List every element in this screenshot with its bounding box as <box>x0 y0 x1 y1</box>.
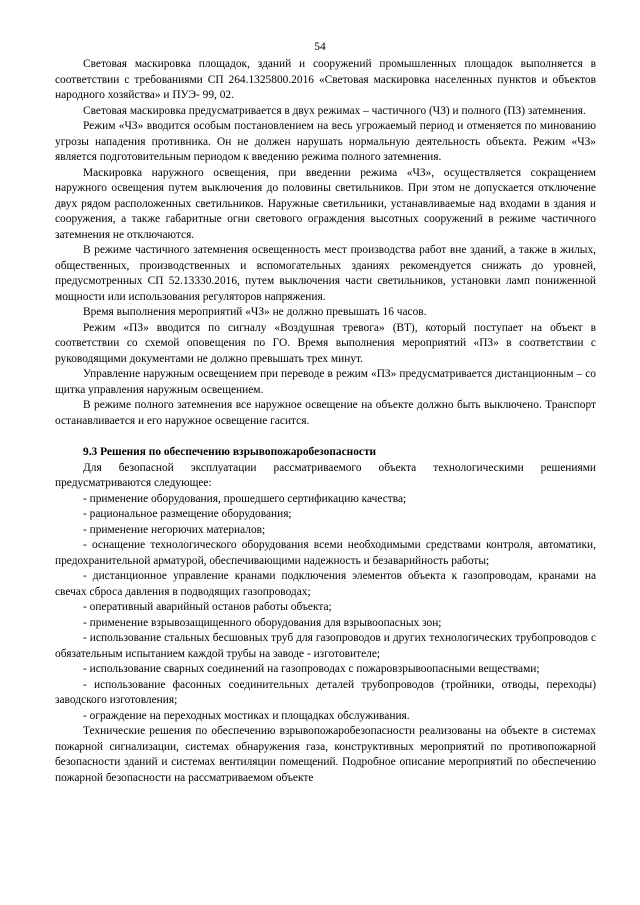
list-item: - рациональное размещение оборудования; <box>83 508 292 520</box>
list-item: - использование стальных бесшовных труб для газопроводов и других технологических трубопроводов с обязательным испытанием каждой трубы на заводе - изготовителе; <box>55 632 596 660</box>
paragraph: В режиме частичного затемнения освещенность мест производства работ вне зданий, а также в жилых, общественных, производственных и вспомогательных зданиях рекомендуется снижать до уровней, предусмотренных СП 52.13330.2016, путем выключения части светильников, установки ламп пониженной мощности или использования регуляторов напряжения. <box>55 244 596 303</box>
paragraph: Световая маскировка предусматривается в двух режимах – частичного (ЧЗ) и полного (ПЗ) затемнения. <box>83 104 586 117</box>
paragraph: Режим «ПЗ» вводится по сигналу «Воздушная тревога» (ВТ), который поступает на объект в соответствии со схемой оповещения по ГО. Время выполнения мероприятий «ПЗ» в соответствии с руководящими документами не должно превышать трех минут. <box>55 321 596 365</box>
list-item: - применение взрывозащищенного оборудования для взрывоопасных зон; <box>83 616 442 629</box>
paragraph: Маскировка наружного освещения, при введении режима «ЧЗ», осуществляется сокращением наружного освещения путем выключения до половины светильников. При этом не допускается отключение двух рядом расположенных светильников. Наружные светильники, устанавливаемые над входами в здания и сооружения, а также габаритные огни светового ограждения высотных сооружений в режиме частичного затемнения не отключаются. <box>55 166 596 241</box>
section-closing-paragraph: Технические решения по обеспечению взрывопожаробезопасности реализованы на объекте в системах пожарной сигнализации, системах обнаружения газа, конструктивных мероприятий по противопожарной безопасности зданий и системах вентиляции помещений. Подробное описание мероприятий по обеспечению пожарной безопасности на рассматриваемом объекте <box>55 725 596 784</box>
list-item: - применение негорючих материалов; <box>83 523 266 536</box>
paragraph: В режиме полного затемнения все наружное освещение на объекте должно быть выключено. Транспорт останавливается и его наружное освещение гасится. <box>55 399 596 427</box>
section-intro: Для безопасной эксплуатации рассматриваемого объекта технологическими решениями предусматриваются следующее: <box>55 461 596 489</box>
paragraph: Световая маскировка площадок, зданий и сооружений промышленных площадок выполняется в соответствии с требованиями СП 264.1325800.2016 «Световая маскировка населенных пунктов и объектов народного хозяйства» и ПУЭ- 99, 02. <box>55 58 596 101</box>
list-item: - ограждение на переходных мостиках и площадках обслуживания. <box>83 709 410 722</box>
page-number: 54 <box>314 41 326 53</box>
list-item: - дистанционное управление кранами подключения элементов объекта к газопроводам, кранами на свечах сброса давления в подводящих газопроводах; <box>55 570 596 598</box>
paragraph: Время выполнения мероприятий «ЧЗ» не должно превышать 16 часов. <box>83 306 427 318</box>
page-content <box>55 57 596 786</box>
list-item: - применение оборудования, прошедшего сертификацию качества; <box>83 492 407 505</box>
list-item: - использование фасонных соединительных деталей трубопроводов (тройники, отводы, переходы) заводского изготовления; <box>55 678 596 706</box>
list-item: - использование сварных соединений на газопроводах с пожаровзрывоопасными веществами; <box>83 663 540 675</box>
section-heading: 9.3 Решения по обеспечению взрывопожаробезопасности <box>83 446 377 458</box>
paragraph: Управление наружным освещением при переводе в режим «ПЗ» предусматривается дистанционным – со щитка управления наружным освещением. <box>55 368 596 396</box>
list-item: - оснащение технологического оборудования всеми необходимыми средствами контроля, автоматики, предохранительной арматурой, обеспечивающими надежность и безаварийность работы; <box>55 539 596 567</box>
list-item: - оперативный аварийный останов работы объекта; <box>83 601 332 613</box>
paragraph: Режим «ЧЗ» вводится особым постановлением на весь угрожаемый период и отменяется по минованию угрозы нападения противника. Он не должен нарушать нормальную деятельность объекта. Режим «ЧЗ» является подготовительным периодом к введению режима полного затемнения. <box>55 120 596 163</box>
